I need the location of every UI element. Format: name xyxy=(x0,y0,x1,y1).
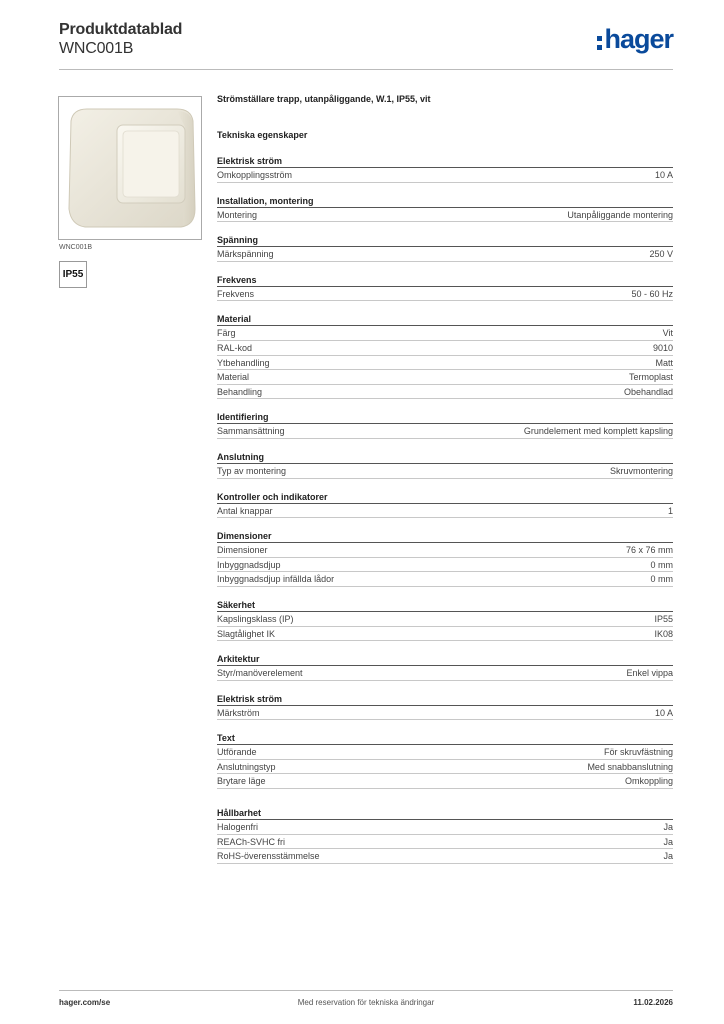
spec-row xyxy=(217,208,673,223)
footer-note: Med reservation för tekniska ändringar xyxy=(297,998,435,1007)
spec-row xyxy=(217,627,673,642)
spec-value: 76 x 76 mm xyxy=(625,545,673,556)
spec-value: Skruvmontering xyxy=(609,465,673,476)
section-title: Elektrisk ström xyxy=(217,154,673,168)
spec-value: Matt xyxy=(655,357,673,368)
spec-value: IK08 xyxy=(654,628,673,639)
spec-row xyxy=(217,504,673,519)
spec-value: 250 V xyxy=(649,249,673,260)
spec-label: Behandling xyxy=(217,386,263,397)
spec-row xyxy=(217,341,673,356)
image-caption: WNC001B xyxy=(59,244,93,251)
spec-row xyxy=(217,820,673,835)
spec-section xyxy=(217,233,673,262)
spec-value: Utanpåliggande montering xyxy=(567,209,673,220)
page-header xyxy=(59,20,673,68)
spec-section xyxy=(217,598,673,641)
technical-heading: Tekniska egenskaper xyxy=(217,130,308,140)
section-title: Elektrisk ström xyxy=(217,692,673,706)
spec-row xyxy=(217,774,673,789)
spec-row xyxy=(217,835,673,850)
spec-label: Typ av montering xyxy=(217,465,287,476)
spec-row xyxy=(217,168,673,183)
spec-section xyxy=(217,490,673,519)
spec-label: Utförande xyxy=(217,747,257,758)
spec-section xyxy=(217,806,673,864)
spec-label: Montering xyxy=(217,209,258,220)
spec-value: Termoplast xyxy=(628,372,673,383)
spec-value: Grundelement med komplett kapsling xyxy=(523,426,673,437)
spec-section xyxy=(217,312,673,399)
section-title: Säkerhet xyxy=(217,598,673,612)
spec-section xyxy=(217,529,673,587)
spec-label: Inbyggnadsdjup infällda lådor xyxy=(217,574,335,585)
wall-switch-image xyxy=(59,97,202,240)
spec-row xyxy=(217,543,673,558)
spec-row xyxy=(217,849,673,864)
section-title: Installation, montering xyxy=(217,194,673,208)
spec-row xyxy=(217,247,673,262)
spec-value: Ja xyxy=(663,822,673,833)
spec-value: 10 A xyxy=(654,170,673,180)
spec-section xyxy=(217,273,673,302)
section-title: Anslutning xyxy=(217,450,673,464)
ip-rating-badge: IP55 xyxy=(59,261,87,288)
product-code: WNC001B xyxy=(59,40,134,57)
section-title: Hållbarhet xyxy=(217,806,673,820)
header-divider xyxy=(59,69,673,70)
spec-value: IP55 xyxy=(654,613,673,624)
spec-row xyxy=(217,760,673,775)
spec-row xyxy=(217,558,673,573)
spec-section xyxy=(217,154,673,183)
spec-label: Styr/manöverelement xyxy=(217,668,303,679)
spec-label: Kapslingsklass (IP) xyxy=(217,613,294,624)
spec-section xyxy=(217,692,673,721)
spec-value: Enkel vippa xyxy=(626,668,673,679)
section-title: Dimensioner xyxy=(217,529,673,543)
footer-url: hager.com/se xyxy=(59,998,111,1007)
spec-section xyxy=(217,731,673,789)
spec-row xyxy=(217,464,673,479)
spec-row xyxy=(217,706,673,721)
spec-label: Ytbehandling xyxy=(217,357,270,368)
spec-label: Brytare läge xyxy=(217,776,266,787)
spec-row xyxy=(217,370,673,385)
section-title: Frekvens xyxy=(217,273,673,287)
spec-label: Märkspänning xyxy=(217,249,274,260)
spec-value: 0 mm xyxy=(650,559,673,570)
spec-row xyxy=(217,287,673,302)
spec-label: Dimensioner xyxy=(217,545,268,556)
product-image xyxy=(58,96,202,240)
spec-section xyxy=(217,450,673,479)
spec-label: Slagtålighet IK xyxy=(217,628,276,639)
section-title: Spänning xyxy=(217,233,673,247)
spec-row xyxy=(217,745,673,760)
spec-value: Ja xyxy=(663,851,673,862)
section-title: Arkitektur xyxy=(217,652,673,666)
document-title: Produktdatablad xyxy=(59,21,183,38)
footer-date: 11.02.2026 xyxy=(633,998,673,1007)
spec-label: Anslutningstyp xyxy=(217,761,276,772)
spec-label: RAL-kod xyxy=(217,342,253,353)
spec-label: Frekvens xyxy=(217,288,255,299)
spec-row xyxy=(217,666,673,681)
hager-logo xyxy=(597,24,673,55)
spec-label: Färg xyxy=(217,328,236,339)
spec-section xyxy=(217,410,673,439)
product-description: Strömställare trapp, utanpåliggande, W.1, IP55, vit xyxy=(217,94,431,104)
spec-value: Med snabbanslutning xyxy=(587,761,673,772)
section-title: Material xyxy=(217,312,673,326)
spec-label: Halogenfri xyxy=(217,822,259,833)
spec-sections xyxy=(217,154,673,864)
spec-row xyxy=(217,356,673,371)
spec-row xyxy=(217,326,673,341)
spec-row xyxy=(217,572,673,587)
spec-label: REACh-SVHC fri xyxy=(217,836,286,847)
footer-divider xyxy=(59,990,673,991)
spec-section xyxy=(217,652,673,681)
spec-value: 10 A xyxy=(654,707,673,718)
spec-label: RoHS-överensstämmelse xyxy=(217,851,320,862)
spec-value: För skruvfästning xyxy=(603,747,673,758)
logo-dots-icon xyxy=(597,30,602,50)
spec-row xyxy=(217,385,673,400)
spec-value: 9010 xyxy=(652,342,673,353)
spec-content xyxy=(217,92,673,864)
spec-value: 50 - 60 Hz xyxy=(631,288,673,299)
spec-label: Material xyxy=(217,372,250,383)
spec-label: Sammansättning xyxy=(217,426,285,437)
section-title: Text xyxy=(217,731,673,745)
spec-label: Antal knappar xyxy=(217,505,273,516)
spec-value: Vit xyxy=(662,328,673,339)
spec-value: Omkoppling xyxy=(624,776,673,787)
section-title: Identifiering xyxy=(217,410,673,424)
spec-label: Inbyggnadsdjup xyxy=(217,559,281,570)
spec-value: 1 xyxy=(667,505,673,516)
spec-row xyxy=(217,424,673,439)
section-title: Kontroller och indikatorer xyxy=(217,490,673,504)
spec-value: Obehandlad xyxy=(623,386,673,397)
spec-value: 0 mm xyxy=(650,574,673,585)
spec-section xyxy=(217,194,673,223)
spec-value: Ja xyxy=(663,836,673,847)
spec-label: Omkopplingsström xyxy=(217,170,293,180)
spec-label: Märkström xyxy=(217,707,260,718)
spec-row xyxy=(217,612,673,627)
logo-text: hager xyxy=(604,24,673,54)
